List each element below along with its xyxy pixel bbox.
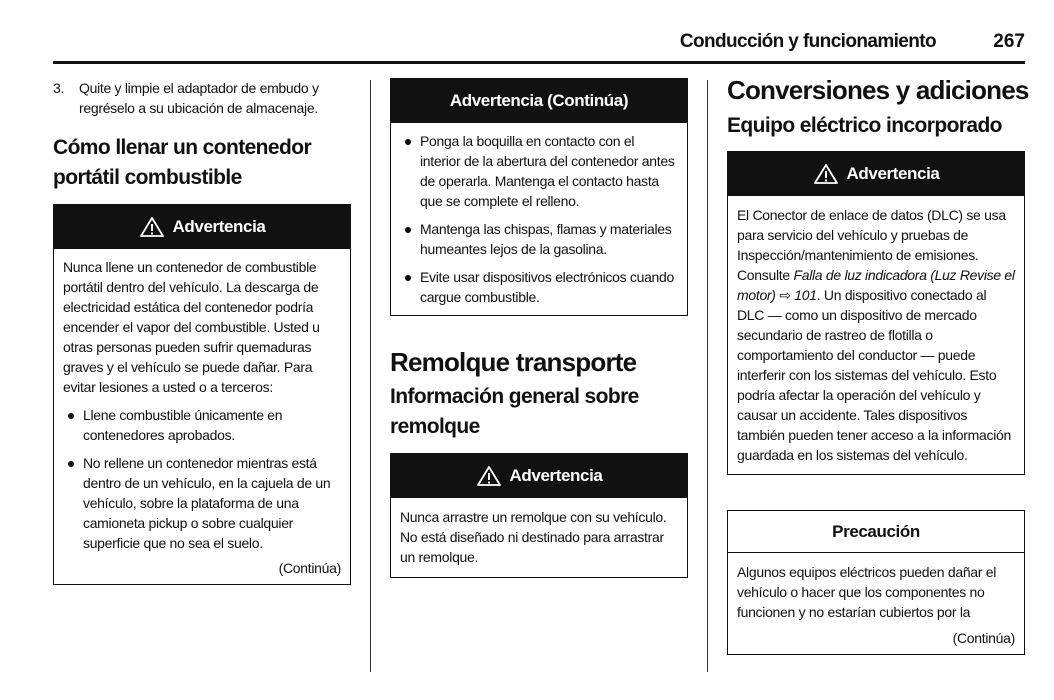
warning-triangle-icon	[813, 163, 839, 185]
step-number: 3.	[53, 80, 65, 96]
warning-title: Advertencia	[172, 217, 266, 236]
column-divider	[370, 80, 371, 672]
warning-bullet: No rellene un contenedor mientras está dentro de un vehículo, en la cajuela de un vehículo, sobre la plataforma de una camioneta pickup o sobre cualquier superficie que no sea el suelo.	[63, 453, 341, 553]
warning-box	[727, 151, 1025, 475]
continued-label: (Continúa)	[952, 630, 1015, 646]
column-divider	[707, 80, 708, 672]
warning-continued-box	[390, 78, 688, 316]
warning-box	[390, 453, 688, 578]
warning-bullet: Evite usar dispositivos electrónicos cuando cargue combustible.	[400, 267, 678, 307]
step-3	[53, 78, 351, 118]
warning-header	[54, 205, 350, 249]
caution-box	[727, 510, 1025, 655]
continued-label: (Continúa)	[278, 560, 341, 576]
warning-title: Advertencia	[509, 466, 603, 485]
cross-reference-link[interactable]: Falla de luz indicadora (Luz Revise el motor)	[737, 267, 1015, 303]
caution-header	[728, 511, 1024, 553]
warning-text: El Conector de enlace de datos (DLC) se usa para servicio del vehículo y pruebas de Inspección/mantenimiento de emisiones. Consulte Falla de luz indicadora (Luz Revise el motor) ⇨ 101. Un dispositivo conectado al DLC — como un dispositivo de mercado secundario de rastreo de flotilla o comportamiento del conductor — puede interferir con los sistemas del vehículo. Esto podría afectar la operación del vehículo y causar un accidente. Tales dispositivos también pueden tener acceso a la información guardada en los sistemas del vehículo.	[737, 207, 1015, 463]
warning-triangle-icon	[139, 216, 165, 238]
warning-title: Advertencia (Continúa)	[449, 91, 629, 110]
section-heading: Cómo llenar un contenedor portátil combustible	[53, 136, 312, 189]
caution-text: Algunos equipos eléctricos pueden dañar el vehículo o hacer que los componentes no funcionen y no estarían cubiertos por la	[737, 564, 997, 620]
warning-bullet: Mantenga las chispas, flamas y materiales humeantes lejos de la gasolina.	[400, 219, 678, 259]
step-text: Quite y limpie el adaptador de embudo y regréselo a su ubicación de almacenaje.	[79, 80, 319, 116]
warning-header	[391, 454, 687, 498]
warning-header	[391, 79, 687, 123]
header-rule	[53, 61, 1025, 64]
section-heading: Remolque transporte	[390, 347, 637, 377]
subsection-heading: Información general sobre remolque	[390, 385, 639, 438]
warning-bullet: Ponga la boquilla en contacto con el interior de la abertura del contenedor antes de operarla. Mantenga el contacto hasta que se complete el relleno.	[400, 131, 678, 211]
warning-bullet: Llene combustible únicamente en contenedores aprobados.	[63, 405, 341, 445]
subsection-heading: Equipo eléctrico incorporado	[727, 114, 1002, 137]
section-heading: Conversiones y adiciones	[727, 75, 1029, 105]
warning-triangle-icon	[476, 465, 502, 487]
warning-header	[728, 152, 1024, 196]
running-header-section: Conducción y funcionamiento	[679, 31, 936, 52]
warning-text: Nunca llene un contenedor de combustible portátil dentro del vehículo. La descarga de electricidad estática del contenedor podría encender el vapor del combustible. Usted u otras personas pueden sufrir quemaduras graves y el vehículo se puede dañar. Para evitar lesiones a usted o a terceros:	[63, 259, 320, 395]
page-ref-arrow-icon: ⇨	[779, 287, 791, 303]
cross-reference-page[interactable]: 101	[794, 287, 817, 303]
caution-title: Precaución	[832, 521, 920, 541]
page-number: 267	[993, 31, 1025, 52]
warning-box	[53, 204, 351, 585]
warning-text: Nunca arrastre un remolque con su vehículo. No está diseñado ni destinado para arrastrar un remolque.	[400, 509, 667, 565]
warning-title: Advertencia	[846, 164, 940, 183]
